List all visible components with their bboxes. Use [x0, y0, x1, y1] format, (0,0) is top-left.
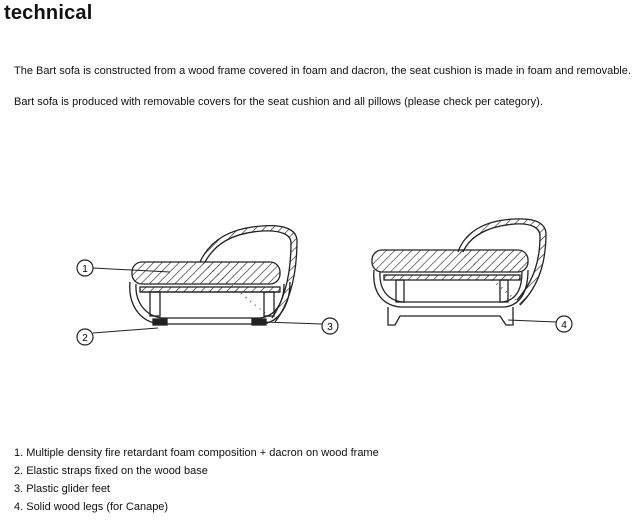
legend-item: 2. Elastic straps fixed on the wood base: [14, 465, 208, 477]
component-legend: [14, 444, 379, 516]
sofa-technical-drawing: [0, 200, 637, 360]
construction-paragraph: The Bart sofa is constructed from a wood frame covered in foam and dacron, the seat cushion is made in foam and removable.: [14, 65, 631, 77]
legend-item: 4. Solid wood legs (for Canape): [14, 501, 169, 513]
callout-2: [77, 328, 158, 345]
svg-text:4: 4: [561, 320, 567, 331]
page-title: technical: [4, 2, 93, 24]
sofa-drawing-left: [130, 226, 297, 325]
svg-text:3: 3: [327, 322, 333, 333]
callout-4: [508, 316, 572, 332]
svg-text:1: 1: [82, 264, 88, 275]
covers-paragraph: Bart sofa is produced with removable covers for the seat cushion and all pillows (please check per category).: [14, 96, 543, 108]
legend-item: 1. Multiple density fire retardant foam composition + dacron on wood frame: [14, 447, 379, 459]
svg-text:2: 2: [82, 333, 88, 344]
legend-item: 3. Plastic glider feet: [14, 483, 110, 495]
sofa-drawing-right: [372, 219, 546, 325]
